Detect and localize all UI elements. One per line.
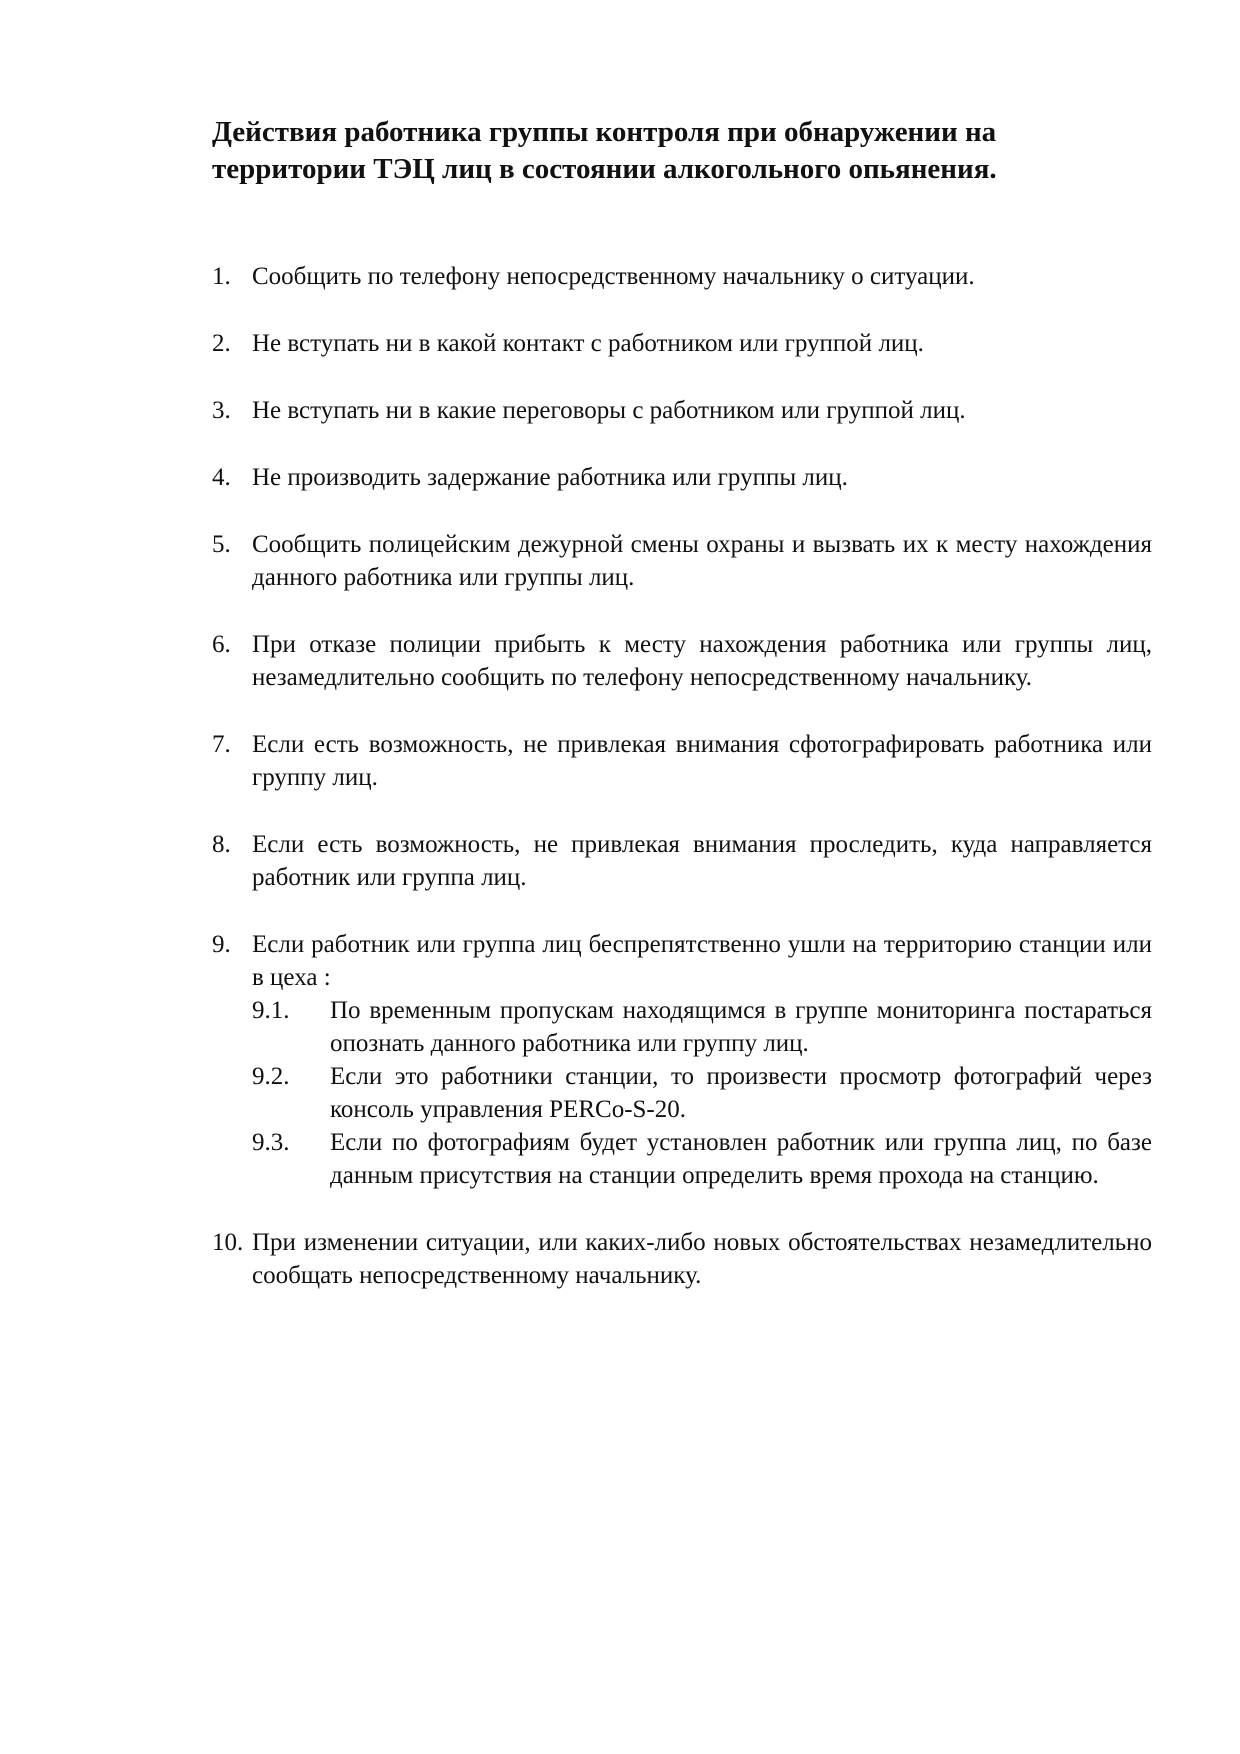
sub-list (252, 994, 1152, 1192)
item-text: Не вступать ни в какие переговоры с работником или группой лиц. (252, 397, 966, 424)
item-number: 10. (212, 1229, 244, 1256)
list-item (212, 928, 1152, 1192)
item-number: 5. (212, 531, 231, 558)
list-item (212, 394, 1152, 427)
sub-item-text: Если это работники станции, то произвести просмотр фотографий через консоль управления PERCo-S-20. (330, 1063, 1152, 1123)
list-item (212, 260, 1152, 293)
title-line-2: территории ТЭЦ лиц в состоянии алкогольного опьянения. (212, 153, 997, 185)
list-item (212, 828, 1152, 894)
list-item (212, 728, 1152, 794)
sub-list-item (252, 1126, 1152, 1192)
instruction-list (212, 260, 1152, 1326)
item-text: При изменении ситуации, или каких-либо новых обстоятельствах незамедлительно сообщать непосредственному начальнику. (252, 1229, 1152, 1289)
item-text: Не производить задержание работника или группы лиц. (252, 464, 848, 491)
sub-list-item (252, 1060, 1152, 1126)
sub-item-number: 9.1. (252, 997, 290, 1024)
list-item (212, 628, 1152, 694)
sub-item-number: 9.3. (252, 1129, 290, 1156)
item-number: 7. (212, 731, 231, 758)
item-text: Если есть возможность, не привлекая внимания проследить, куда направляется работник или группа лиц. (252, 831, 1152, 891)
item-number: 2. (212, 330, 231, 357)
document-title (212, 114, 1112, 188)
item-number: 4. (212, 464, 231, 491)
list-item (212, 528, 1152, 594)
item-text: Если есть возможность, не привлекая внимания сфотографировать работника или группу лиц. (252, 731, 1152, 791)
list-item (212, 327, 1152, 360)
item-number: 3. (212, 397, 231, 424)
sub-item-text: Если по фотографиям будет установлен работник или группа лиц, по базе данным присутствия на станции определить время прохода на станцию. (330, 1129, 1152, 1189)
sub-list-item (252, 994, 1152, 1060)
item-number: 9. (212, 931, 231, 958)
item-number: 1. (212, 263, 231, 290)
item-text: При отказе полиции прибыть к месту нахождения работника или группы лиц, незамедлительно сообщить по телефону непосредственному начальнику. (252, 631, 1152, 691)
list-item (212, 1226, 1152, 1292)
item-number: 8. (212, 831, 231, 858)
item-text: Сообщить по телефону непосредственному начальнику о ситуации. (252, 263, 975, 290)
item-text: Не вступать ни в какой контакт с работником или группой лиц. (252, 330, 924, 357)
item-text: Если работник или группа лиц беспрепятственно ушли на территорию станции или в цеха : (252, 931, 1152, 991)
item-text: Сообщить полицейским дежурной смены охраны и вызвать их к месту нахождения данного работника или группы лиц. (252, 531, 1152, 591)
sub-item-number: 9.2. (252, 1063, 290, 1090)
sub-item-text: По временным пропускам находящимся в группе мониторинга постараться опознать данного работника или группу лиц. (330, 997, 1152, 1057)
title-line-1: Действия работника группы контроля при обнаружении на (212, 116, 997, 148)
item-number: 6. (212, 631, 231, 658)
list-item (212, 461, 1152, 494)
